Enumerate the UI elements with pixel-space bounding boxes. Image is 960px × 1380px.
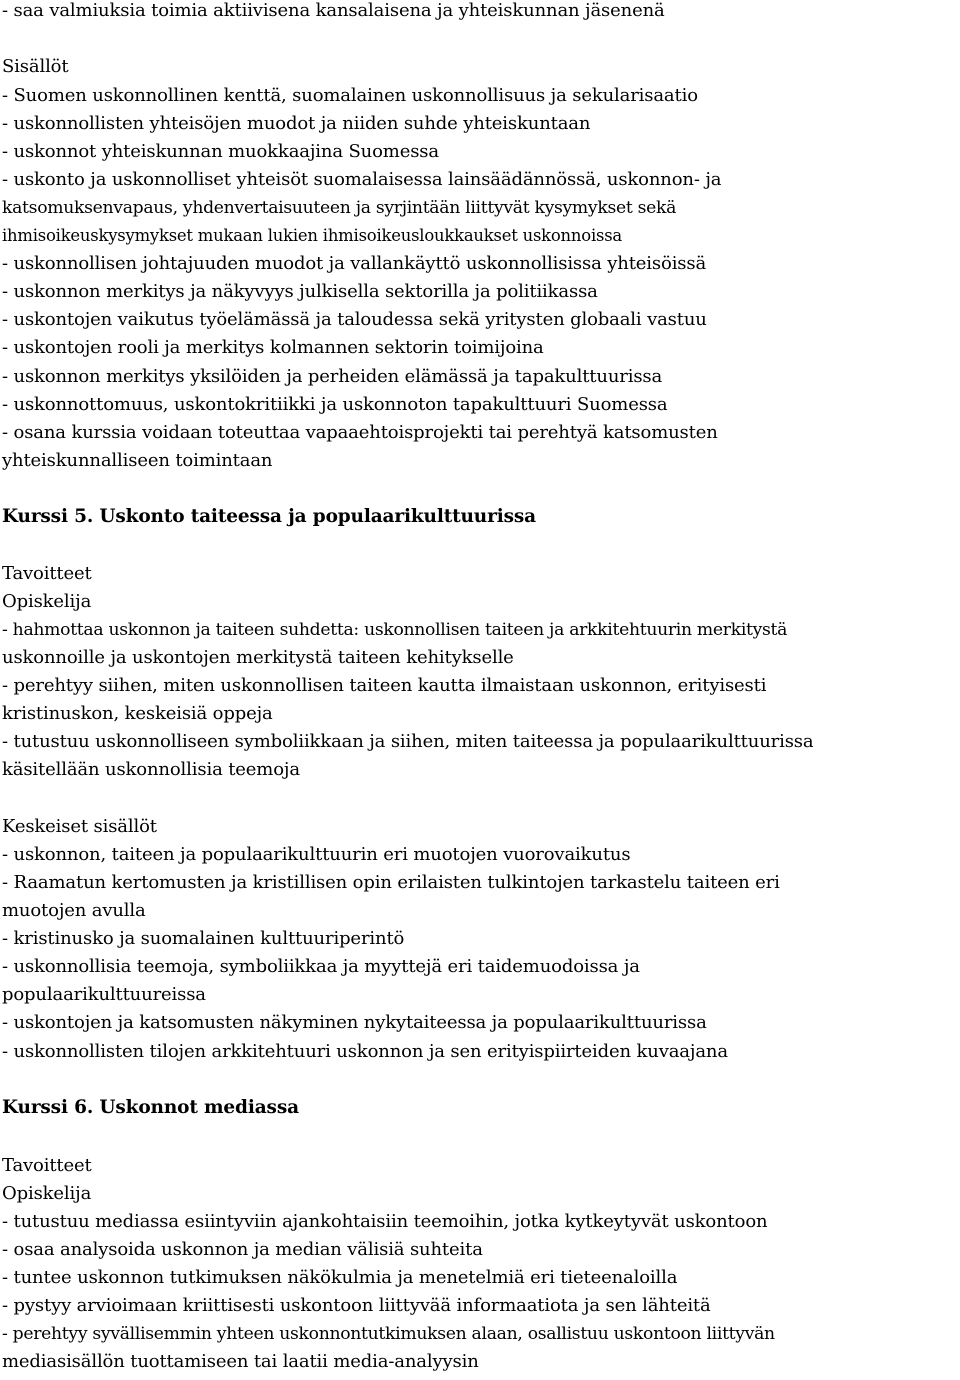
content-line: - uskonnottomuus, uskontokritiikki ja uskonnoton tapakulttuuri Suomessa — [2, 394, 668, 415]
goal-line: - perehtyy siihen, miten uskonnollisen taiteen kautta ilmaistaan uskonnon, erityisesti — [2, 675, 767, 696]
intro-line: - saa valmiuksia toimia aktiivisena kansalaisena ja yhteiskunnan jäsenenä — [2, 0, 665, 21]
goal-line: - osaa analysoida uskonnon ja median välisiä suhteita — [2, 1239, 483, 1260]
section-label-sisallot: Sisällöt — [2, 56, 69, 77]
goal-line: mediasisällön tuottamiseen tai laatii media-analyysin — [2, 1351, 479, 1372]
content-line: yhteiskunnalliseen toimintaan — [2, 450, 273, 471]
content-line: - uskonnollisten yhteisöjen muodot ja niiden suhde yhteiskuntaan — [2, 113, 591, 134]
content-line: populaarikulttuureissa — [2, 984, 206, 1005]
goal-line: uskonnoille ja uskontojen merkitystä taiteen kehitykselle — [2, 647, 514, 668]
content-line: - kristinusko ja suomalainen kulttuuriperintö — [2, 928, 405, 949]
content-line: - uskonto ja uskonnolliset yhteisöt suomalaisessa lainsäädännössä, uskonnon- ja — [2, 169, 722, 190]
content-line: - uskontojen rooli ja merkitys kolmannen sektorin toimijoina — [2, 337, 544, 358]
content-line: - uskonnon merkitys yksilöiden ja perheiden elämässä ja tapakulttuurissa — [2, 366, 663, 387]
goal-line: - pystyy arvioimaan kriittisesti uskontoon liittyvää informaatiota ja sen lähteitä — [2, 1295, 711, 1316]
content-line: - Suomen uskonnollinen kenttä, suomalainen uskonnollisuus ja sekularisaatio — [2, 85, 698, 106]
course-6-heading: Kurssi 6. Uskonnot mediassa — [2, 1097, 299, 1118]
section-label-opiskelija: Opiskelija — [2, 591, 92, 612]
section-label-tavoitteet: Tavoitteet — [2, 1155, 92, 1176]
content-line: ihmisoikeuskysymykset mukaan lukien ihmisoikeusloukkaukset uskonnoissa — [2, 226, 622, 245]
content-line: - uskonnot yhteiskunnan muokkaajina Suomessa — [2, 141, 439, 162]
section-label-tavoitteet: Tavoitteet — [2, 563, 92, 584]
content-line: muotojen avulla — [2, 900, 146, 921]
content-line: - uskonnon merkitys ja näkyvyys julkisella sektorilla ja politiikassa — [2, 281, 598, 302]
content-line: - uskonnollisia teemoja, symboliikkaa ja myyttejä eri taidemuodoissa ja — [2, 956, 640, 977]
goal-line: käsitellään uskonnollisia teemoja — [2, 759, 300, 780]
section-label-keskeiset-sisallot: Keskeiset sisällöt — [2, 816, 157, 837]
goal-line: - perehtyy syvällisemmin yhteen uskonnontutkimuksen alaan, osallistuu uskontoon liittyvän — [2, 1324, 775, 1344]
goal-line: kristinuskon, keskeisiä oppeja — [2, 703, 273, 724]
content-line: - uskonnon, taiteen ja populaarikulttuurin eri muotojen vuorovaikutus — [2, 844, 631, 865]
course-5-heading: Kurssi 5. Uskonto taiteessa ja populaarikulttuurissa — [2, 506, 536, 527]
content-line: - Raamatun kertomusten ja kristillisen opin erilaisten tulkintojen tarkastelu taiteen eri — [2, 872, 780, 893]
section-label-opiskelija: Opiskelija — [2, 1183, 92, 1204]
goal-line: - hahmottaa uskonnon ja taiteen suhdetta: uskonnollisen taiteen ja arkkitehtuurin merkitystä — [2, 620, 788, 640]
goal-line: - tuntee uskonnon tutkimuksen näkökulmia ja menetelmiä eri tieteenaloilla — [2, 1267, 678, 1288]
goal-line: - tutustuu uskonnolliseen symboliikkaan ja siihen, miten taiteessa ja populaarikulttuurissa — [2, 731, 814, 752]
goal-line: - tutustuu mediassa esiintyviin ajankohtaisiin teemoihin, jotka kytkeytyvät uskontoon — [2, 1211, 768, 1232]
content-line: - uskonnollisten tilojen arkkitehtuuri uskonnon ja sen erityispiirteiden kuvaajana — [2, 1041, 728, 1062]
content-line: - osana kurssia voidaan toteuttaa vapaaehtoisprojekti tai perehtyä katsomusten — [2, 422, 718, 443]
content-line: - uskontojen vaikutus työelämässä ja taloudessa sekä yritysten globaali vastuu — [2, 309, 707, 330]
content-line: katsomuksenvapaus, yhdenvertaisuuteen ja syrjintään liittyvät kysymykset sekä — [2, 198, 677, 218]
content-line: - uskontojen ja katsomusten näkyminen nykytaiteessa ja populaarikulttuurissa — [2, 1012, 707, 1033]
content-line: - uskonnollisen johtajuuden muodot ja vallankäyttö uskonnollisissa yhteisöissä — [2, 253, 707, 274]
